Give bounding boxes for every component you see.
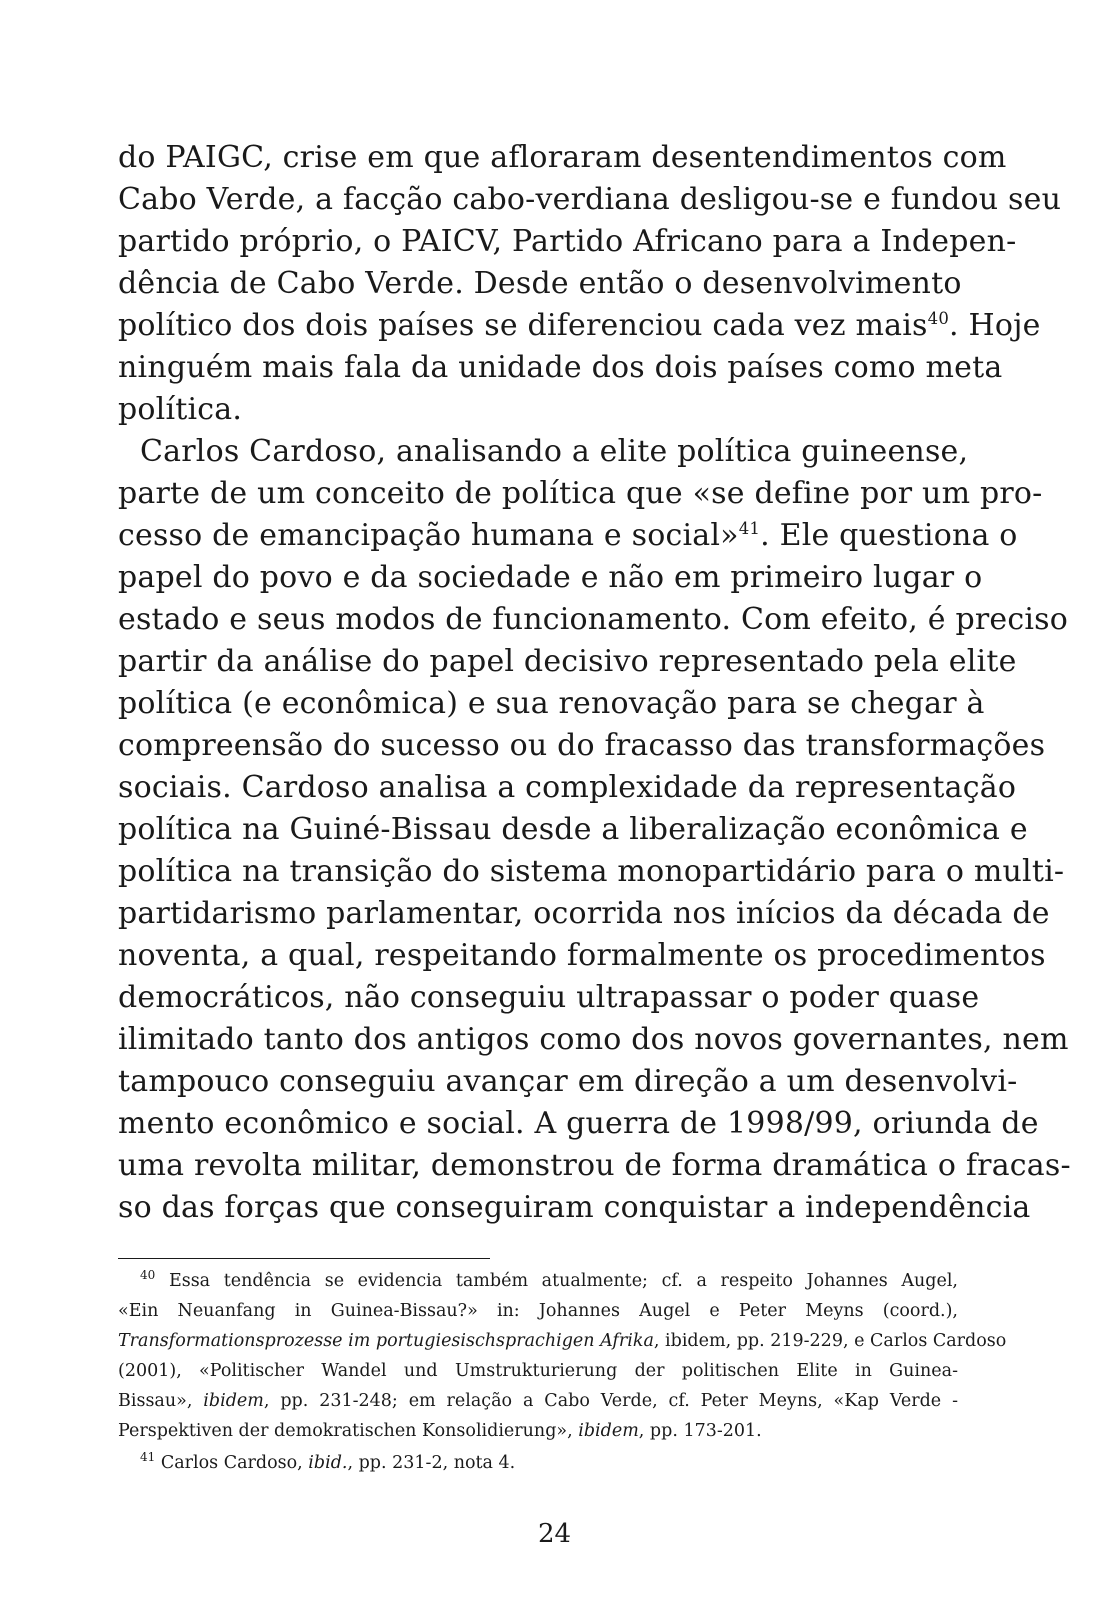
body-line: do PAIGC, crise em que afloraram desentendimentos com <box>118 140 1007 175</box>
body-line: ninguém mais fala da unidade dos dois países como meta <box>118 350 1003 385</box>
footnote-41-number: 41 <box>140 1450 156 1465</box>
body-line: dência de Cabo Verde. Desde então o desenvolvimento <box>118 266 962 301</box>
body-line: democráticos, não conseguiu ultrapassar o poder quase <box>118 980 980 1015</box>
footnote-41-line: $^{41}$ Carlos Cardoso, ibid., pp. 231-2, nota 4. <box>140 1450 516 1473</box>
footnote-40-line: «Ein Neuanfang in Guinea-Bissau?» in: Johannes Augel e Peter Meyns (coord.), <box>118 1301 958 1321</box>
footnote-40-line: (2001), «Politischer Wandel und Umstrukturierung der politischen Elite in Guinea- <box>118 1361 958 1381</box>
body-line: Cabo Verde, a facção cabo-verdiana desligou-se e fundou seu <box>118 182 1062 217</box>
body-line: ilimitado tanto dos antigos como dos novos governantes, nem <box>118 1022 1069 1057</box>
body-line: partir da análise do papel decisivo representado pela elite <box>118 644 1017 679</box>
body-line: político dos dois países se diferenciou cada vez mais$^{40}$. Hoje <box>118 308 1041 343</box>
footnote-ref-41[interactable]: 41 <box>738 519 761 538</box>
body-line: política na Guiné-Bissau desde a liberalização econômica e <box>118 812 1028 847</box>
footnote-divider <box>118 1258 490 1259</box>
footnote-40-line: Perspektiven der demokratischen Konsolidierung», ibidem, pp. 173-201. <box>118 1421 762 1441</box>
body-line: parte de um conceito de política que «se define por um pro- <box>118 476 1043 511</box>
body-line: partido próprio, o PAICV, Partido Africano para a Indepen- <box>118 224 1017 259</box>
page-number: 24 <box>537 1519 572 1549</box>
body-line: política na transição do sistema monopartidário para o multi- <box>118 854 1065 889</box>
footnote-40-line: Bissau», ibidem, pp. 231-248; em relação a Cabo Verde, cf. Peter Meyns, «Kap Verde - <box>118 1391 958 1411</box>
body-line: so das forças que conseguiram conquistar a independência <box>118 1190 1031 1225</box>
footnote-40-line: Transformationsprozesse im portugiesischsprachigen Afrika, ibidem, pp. 219-229, e Carlos Cardoso <box>118 1331 1007 1351</box>
body-line: papel do povo e da sociedade e não em primeiro lugar o <box>118 560 983 595</box>
footnote-40-line: $^{40}$ Essa tendência se evidencia também atualmente; cf. a respeito Johannes Augel, <box>140 1268 958 1291</box>
body-line: sociais. Cardoso analisa a complexidade da representação <box>118 770 1017 805</box>
body-line: uma revolta militar, demonstrou de forma dramática o fracas- <box>118 1148 1071 1183</box>
body-line: política. <box>118 392 243 427</box>
body-line: cesso de emancipação humana e social»$^{41}$. Ele questiona o <box>118 518 1018 553</box>
body-line: partidarismo parlamentar, ocorrida nos inícios da década de <box>118 896 1050 931</box>
body-line: compreensão do sucesso ou do fracasso das transformações <box>118 728 1046 763</box>
paragraph-start-line: Carlos Cardoso, analisando a elite política guineense, <box>140 434 969 469</box>
body-line: mento econômico e social. A guerra de 1998/99, oriunda de <box>118 1106 1039 1141</box>
body-line: política (e econômica) e sua renovação para se chegar à <box>118 686 985 721</box>
body-line: tampouco conseguiu avançar em direção a um desenvolvi- <box>118 1064 1018 1099</box>
footnote-40-number: 40 <box>140 1268 156 1283</box>
body-line: noventa, a qual, respeitando formalmente os procedimentos <box>118 938 1046 973</box>
body-line: estado e seus modos de funcionamento. Com efeito, é preciso <box>118 602 1069 637</box>
footnote-ref-40[interactable]: 40 <box>927 309 950 328</box>
